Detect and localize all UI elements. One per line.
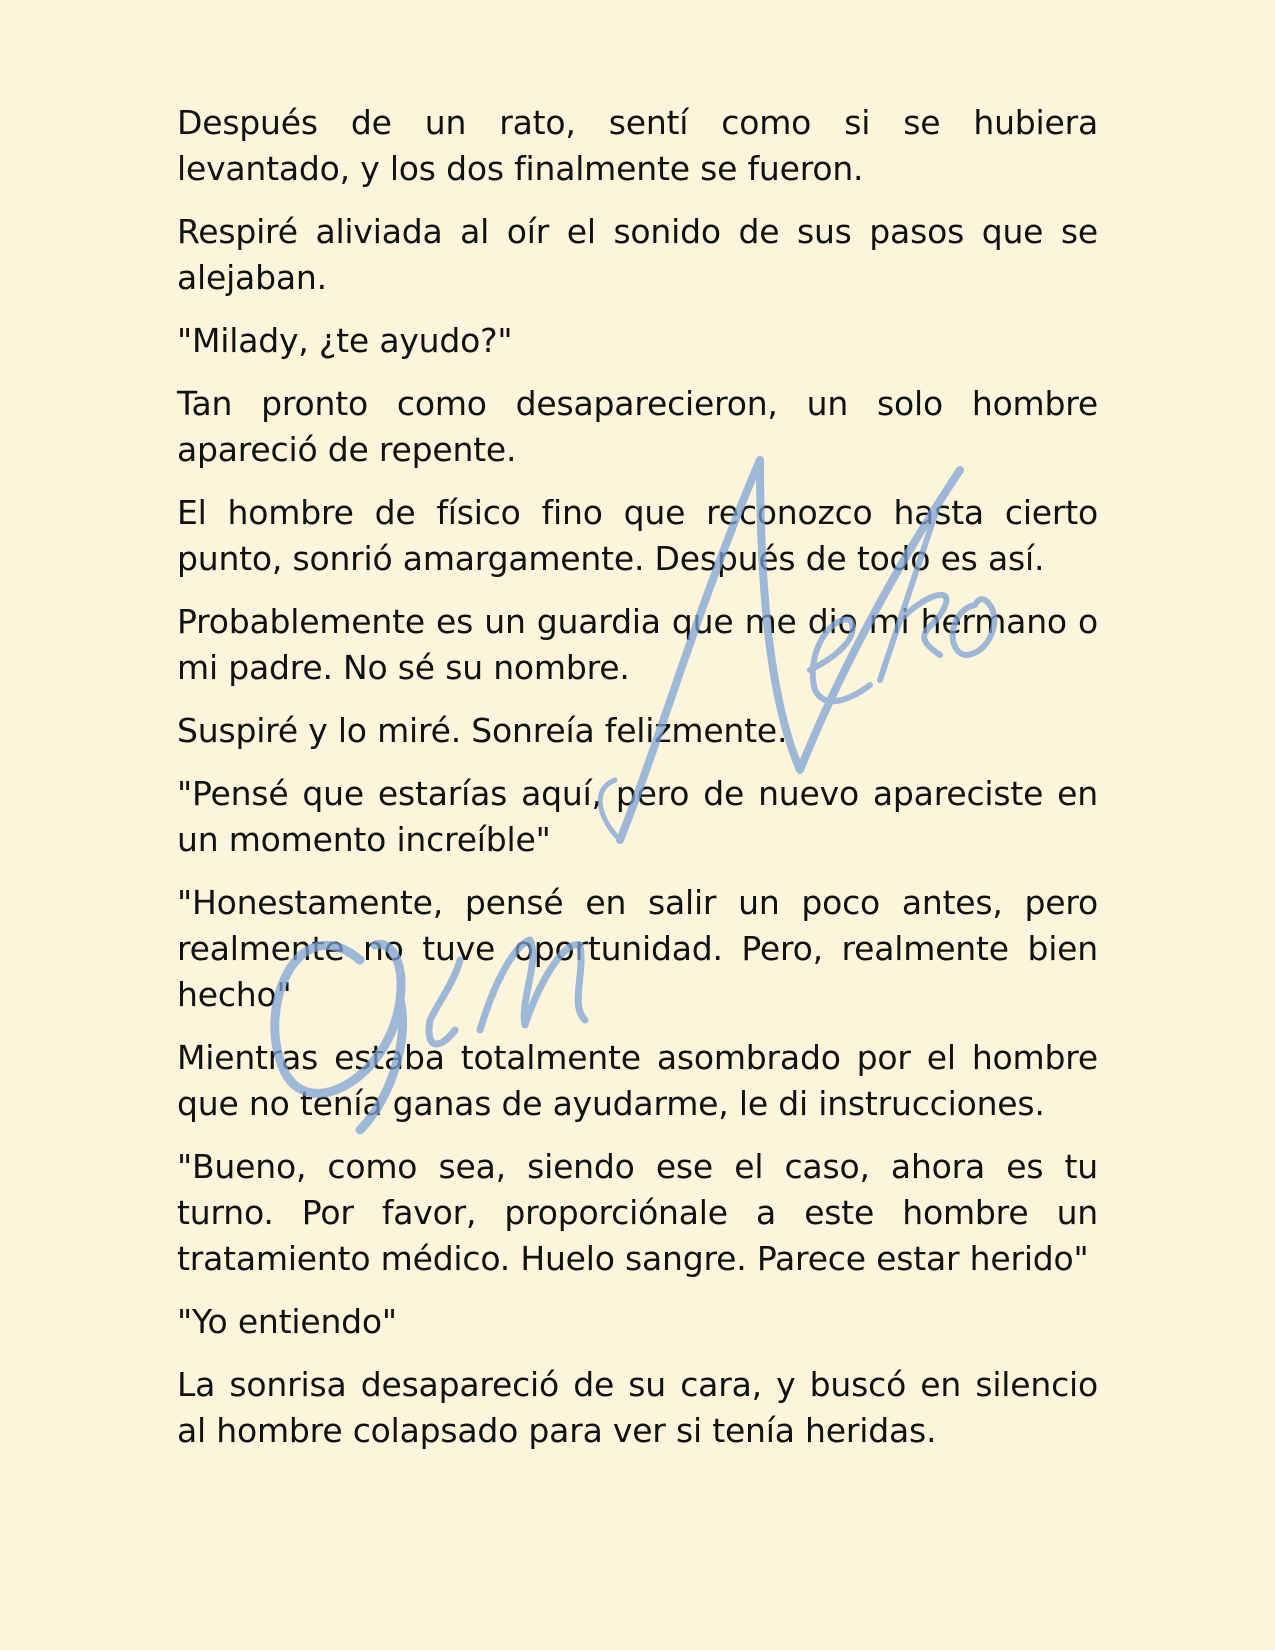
paragraph-6: Probablemente es un guardia que me dio mi hermano o mi padre. No sé su nombre. <box>177 602 1098 687</box>
paragraph-3: "Milady, ¿te ayudo?" <box>177 321 513 360</box>
paragraph-12: "Yo entiendo" <box>177 1302 397 1341</box>
paragraph-7: Suspiré y lo miré. Sonreía felizmente. <box>177 711 788 750</box>
body-text <box>177 100 1098 1471</box>
paragraph-2: Respiré aliviada al oír el sonido de sus pasos que se alejaban. <box>177 212 1098 297</box>
paragraph-4: Tan pronto como desaparecieron, un solo hombre apareció de repente. <box>177 384 1098 469</box>
paragraph-9: "Honestamente, pensé en salir un poco antes, pero realmente no tuve oportunidad. Pero, realmente bien hecho" <box>177 883 1098 1014</box>
paragraph-13: La sonrisa desapareció de su cara, y buscó en silencio al hombre colapsado para ver si tenía heridas. <box>177 1365 1098 1450</box>
paragraph-10: Mientras estaba totalmente asombrado por el hombre que no tenía ganas de ayudarme, le di instrucciones. <box>177 1038 1098 1123</box>
paragraph-1: Después de un rato, sentí como si se hubiera levantado, y los dos finalmente se fueron. <box>177 103 1098 188</box>
paragraph-11: "Bueno, como sea, siendo ese el caso, ahora es tu turno. Por favor, proporciónale a este hombre un tratamiento médico. Huelo sangre. Parece estar herido" <box>177 1147 1098 1278</box>
paragraph-5: El hombre de físico fino que reconozco hasta cierto punto, sonrió amargamente. Después de todo es así. <box>177 493 1098 578</box>
paragraph-8: "Pensé que estarías aquí, pero de nuevo apareciste en un momento increíble" <box>177 774 1098 859</box>
